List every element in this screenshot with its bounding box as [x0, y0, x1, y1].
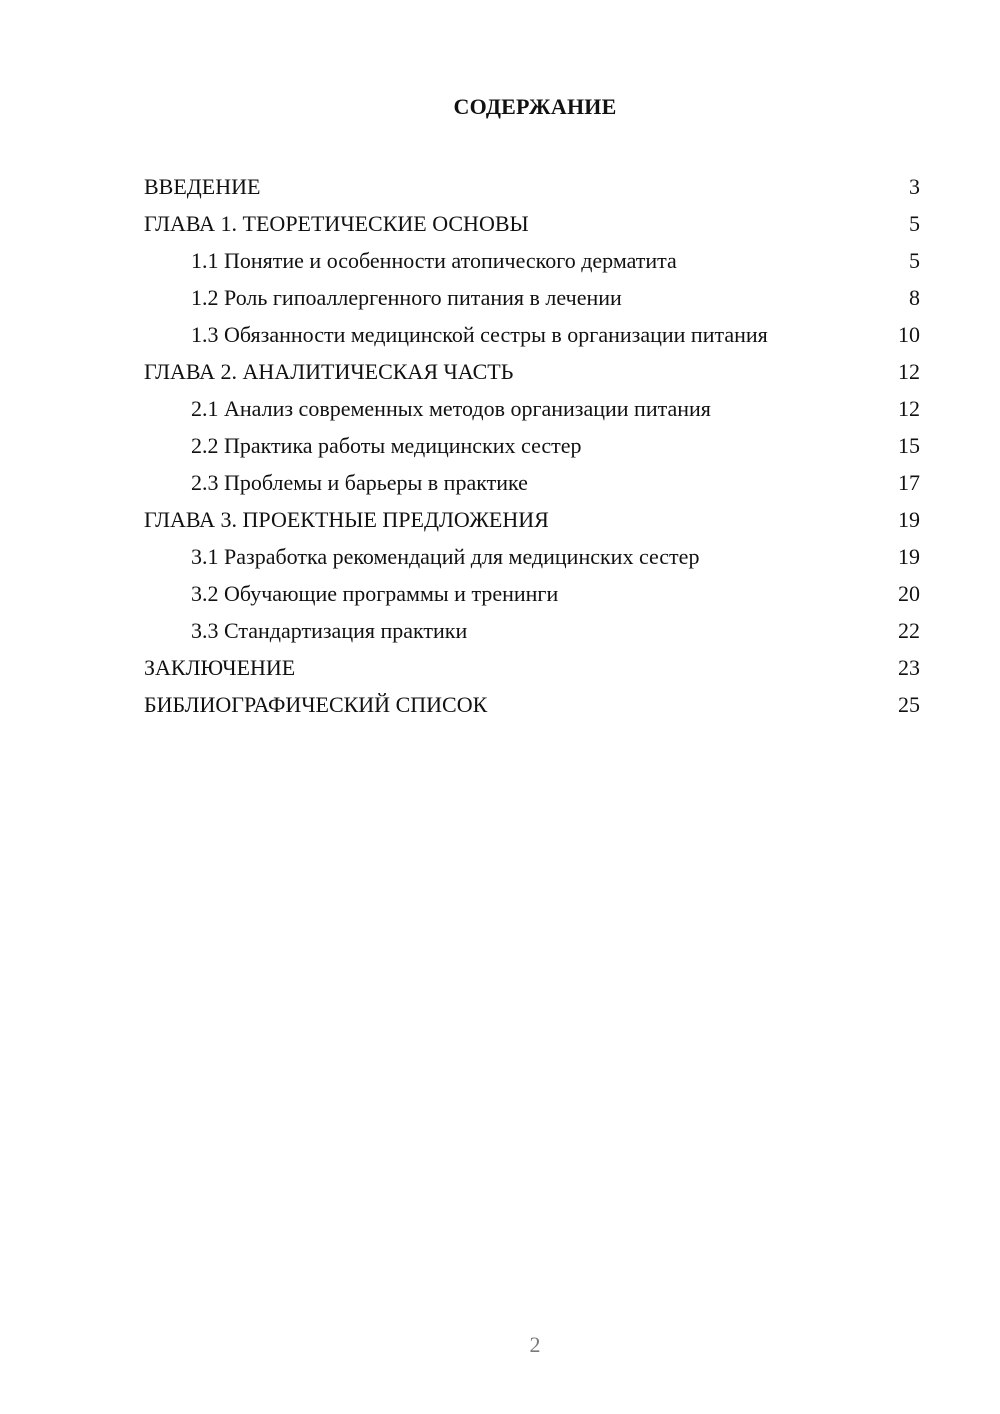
toc-entry-page: 25 — [898, 692, 920, 717]
toc-entry-label: ВВЕДЕНИЕ — [144, 174, 261, 199]
toc-entry-page: 8 — [909, 285, 920, 310]
toc-entry-section-3-2[interactable] — [144, 575, 920, 612]
toc-entry-page: 19 — [898, 544, 920, 569]
toc-entry-label: 2.2 Практика работы медицинских сестер — [191, 433, 582, 458]
table-of-contents — [144, 168, 920, 723]
toc-entry-page: 10 — [898, 322, 920, 347]
toc-entry-label: 2.3 Проблемы и барьеры в практике — [191, 470, 528, 495]
toc-entry-conclusion[interactable] — [144, 649, 920, 686]
toc-entry-section-1-1[interactable] — [144, 242, 920, 279]
toc-entry-label: ГЛАВА 3. ПРОЕКТНЫЕ ПРЕДЛОЖЕНИЯ — [144, 507, 549, 532]
toc-entry-label: БИБЛИОГРАФИЧЕСКИЙ СПИСОК — [144, 692, 488, 717]
toc-entry-chapter-1[interactable] — [144, 205, 920, 242]
toc-entry-label: ГЛАВА 1. ТЕОРЕТИЧЕСКИЕ ОСНОВЫ — [144, 211, 529, 236]
toc-entry-label: ЗАКЛЮЧЕНИЕ — [144, 655, 296, 680]
toc-entry-label: 1.2 Роль гипоаллергенного питания в лечении — [191, 285, 622, 310]
toc-entry-label: 2.1 Анализ современных методов организации питания — [191, 396, 711, 421]
toc-entry-page: 3 — [909, 174, 920, 199]
toc-entry-section-2-2[interactable] — [144, 427, 920, 464]
toc-entry-page: 20 — [898, 581, 920, 606]
toc-entry-section-3-1[interactable] — [144, 538, 920, 575]
toc-entry-label: 3.1 Разработка рекомендаций для медицинских сестер — [191, 544, 700, 569]
toc-entry-label: 1.1 Понятие и особенности атопического дерматита — [191, 248, 677, 273]
toc-entry-page: 22 — [898, 618, 920, 643]
toc-entry-bibliography[interactable] — [144, 686, 920, 723]
toc-entry-introduction[interactable] — [144, 168, 920, 205]
toc-entry-page: 19 — [898, 507, 920, 532]
toc-entry-label: 1.3 Обязанности медицинской сестры в организации питания — [191, 322, 768, 347]
toc-entry-section-2-1[interactable] — [144, 390, 920, 427]
toc-entry-page: 17 — [898, 470, 920, 495]
toc-entry-label: ГЛАВА 2. АНАЛИТИЧЕСКАЯ ЧАСТЬ — [144, 359, 514, 384]
toc-entry-section-1-2[interactable] — [144, 279, 920, 316]
toc-entry-section-3-3[interactable] — [144, 612, 920, 649]
toc-entry-page: 5 — [909, 211, 920, 236]
toc-entry-page: 12 — [898, 396, 920, 421]
toc-entry-page: 5 — [909, 248, 920, 273]
toc-entry-page: 23 — [898, 655, 920, 680]
toc-entry-section-1-3[interactable] — [144, 316, 920, 353]
toc-entry-chapter-2[interactable] — [144, 353, 920, 390]
toc-entry-label: 3.3 Стандартизация практики — [191, 618, 468, 643]
toc-entry-page: 15 — [898, 433, 920, 458]
toc-entry-chapter-3[interactable] — [144, 501, 920, 538]
page-title: СОДЕРЖАНИЕ — [453, 94, 617, 119]
page-number: 2 — [529, 1332, 541, 1357]
toc-entry-page: 12 — [898, 359, 920, 384]
toc-entry-section-2-3[interactable] — [144, 464, 920, 501]
toc-entry-label: 3.2 Обучающие программы и тренинги — [191, 581, 559, 606]
